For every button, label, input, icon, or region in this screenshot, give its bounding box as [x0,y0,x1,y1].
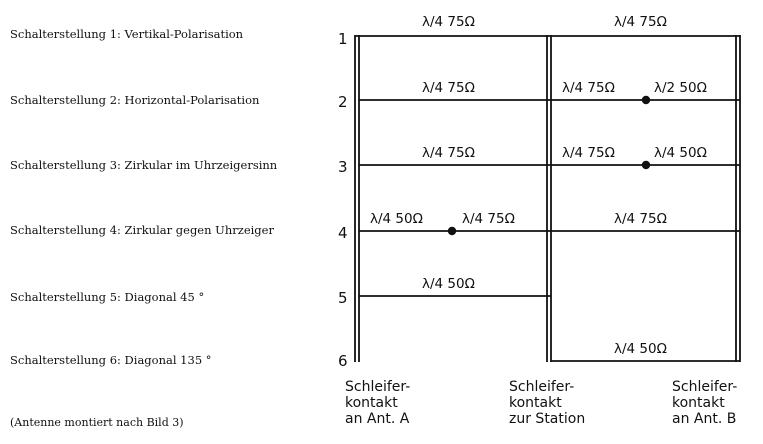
segment-label-r1-left: λ/4 75Ω [422,14,475,30]
segment-label-r2-left: λ/4 75Ω [422,80,475,96]
junction-dot-4 [448,227,456,235]
switch-position-label-1: Schalterstellung 1: Vertikal-Polarisation [10,27,244,41]
mounting-note: (Antenne montiert nach Bild 3) [10,416,184,429]
junction-dot-2 [642,96,650,104]
switch-position-label-3: Schalterstellung 3: Zirkular im Uhrzeigersinn [10,158,278,172]
switch-position-label-2: Schalterstellung 2: Horizontal-Polarisation [10,93,260,107]
segment-label-r3-left: λ/4 75Ω [422,145,475,161]
switch-position-label-5: Schalterstellung 5: Diagonal 45 ° [10,290,205,304]
contact-ant-a-line-1: Schleifer- [345,379,411,395]
position-number-6: 6 [338,352,348,370]
contact-station-line-3: zur Station [509,411,586,427]
segment-label-r4-right: λ/4 75Ω [614,211,667,227]
position-number-5: 5 [338,289,348,307]
segment-label-r2-right-a: λ/4 75Ω [562,80,615,96]
segment-label-r5-left: λ/4 50Ω [422,276,475,292]
contact-station-line-1: Schleifer- [509,379,575,395]
contact-ant-b-line-3: an Ant. B [672,411,737,427]
segment-label-r4-left-a: λ/4 50Ω [370,211,423,227]
position-number-1: 1 [338,30,348,48]
switch-position-label-4: Schalterstellung 4: Zirkular gegen Uhrzeiger [10,223,274,237]
segment-label-r3-right-b: λ/4 50Ω [654,145,707,161]
switch-position-label-6: Schalterstellung 6: Diagonal 135 ° [10,353,212,367]
segment-label-r2-right-b: λ/2 50Ω [654,80,707,96]
contact-ant-a-line-2: kontakt [345,395,398,411]
junction-dot-3 [642,161,650,169]
contact-ant-b-line-2: kontakt [672,395,725,411]
segment-label-r3-right-a: λ/4 75Ω [562,145,615,161]
position-number-4: 4 [338,224,348,242]
segment-label-r1-right: λ/4 75Ω [614,14,667,30]
segment-label-r4-left-b: λ/4 75Ω [462,211,515,227]
contact-station-line-2: kontakt [509,395,562,411]
position-number-2: 2 [338,93,348,111]
contact-ant-b-line-1: Schleifer- [672,379,738,395]
position-number-3: 3 [338,158,348,176]
contact-ant-a-line-3: an Ant. A [345,411,410,427]
segment-label-r6-right: λ/4 50Ω [614,341,667,357]
